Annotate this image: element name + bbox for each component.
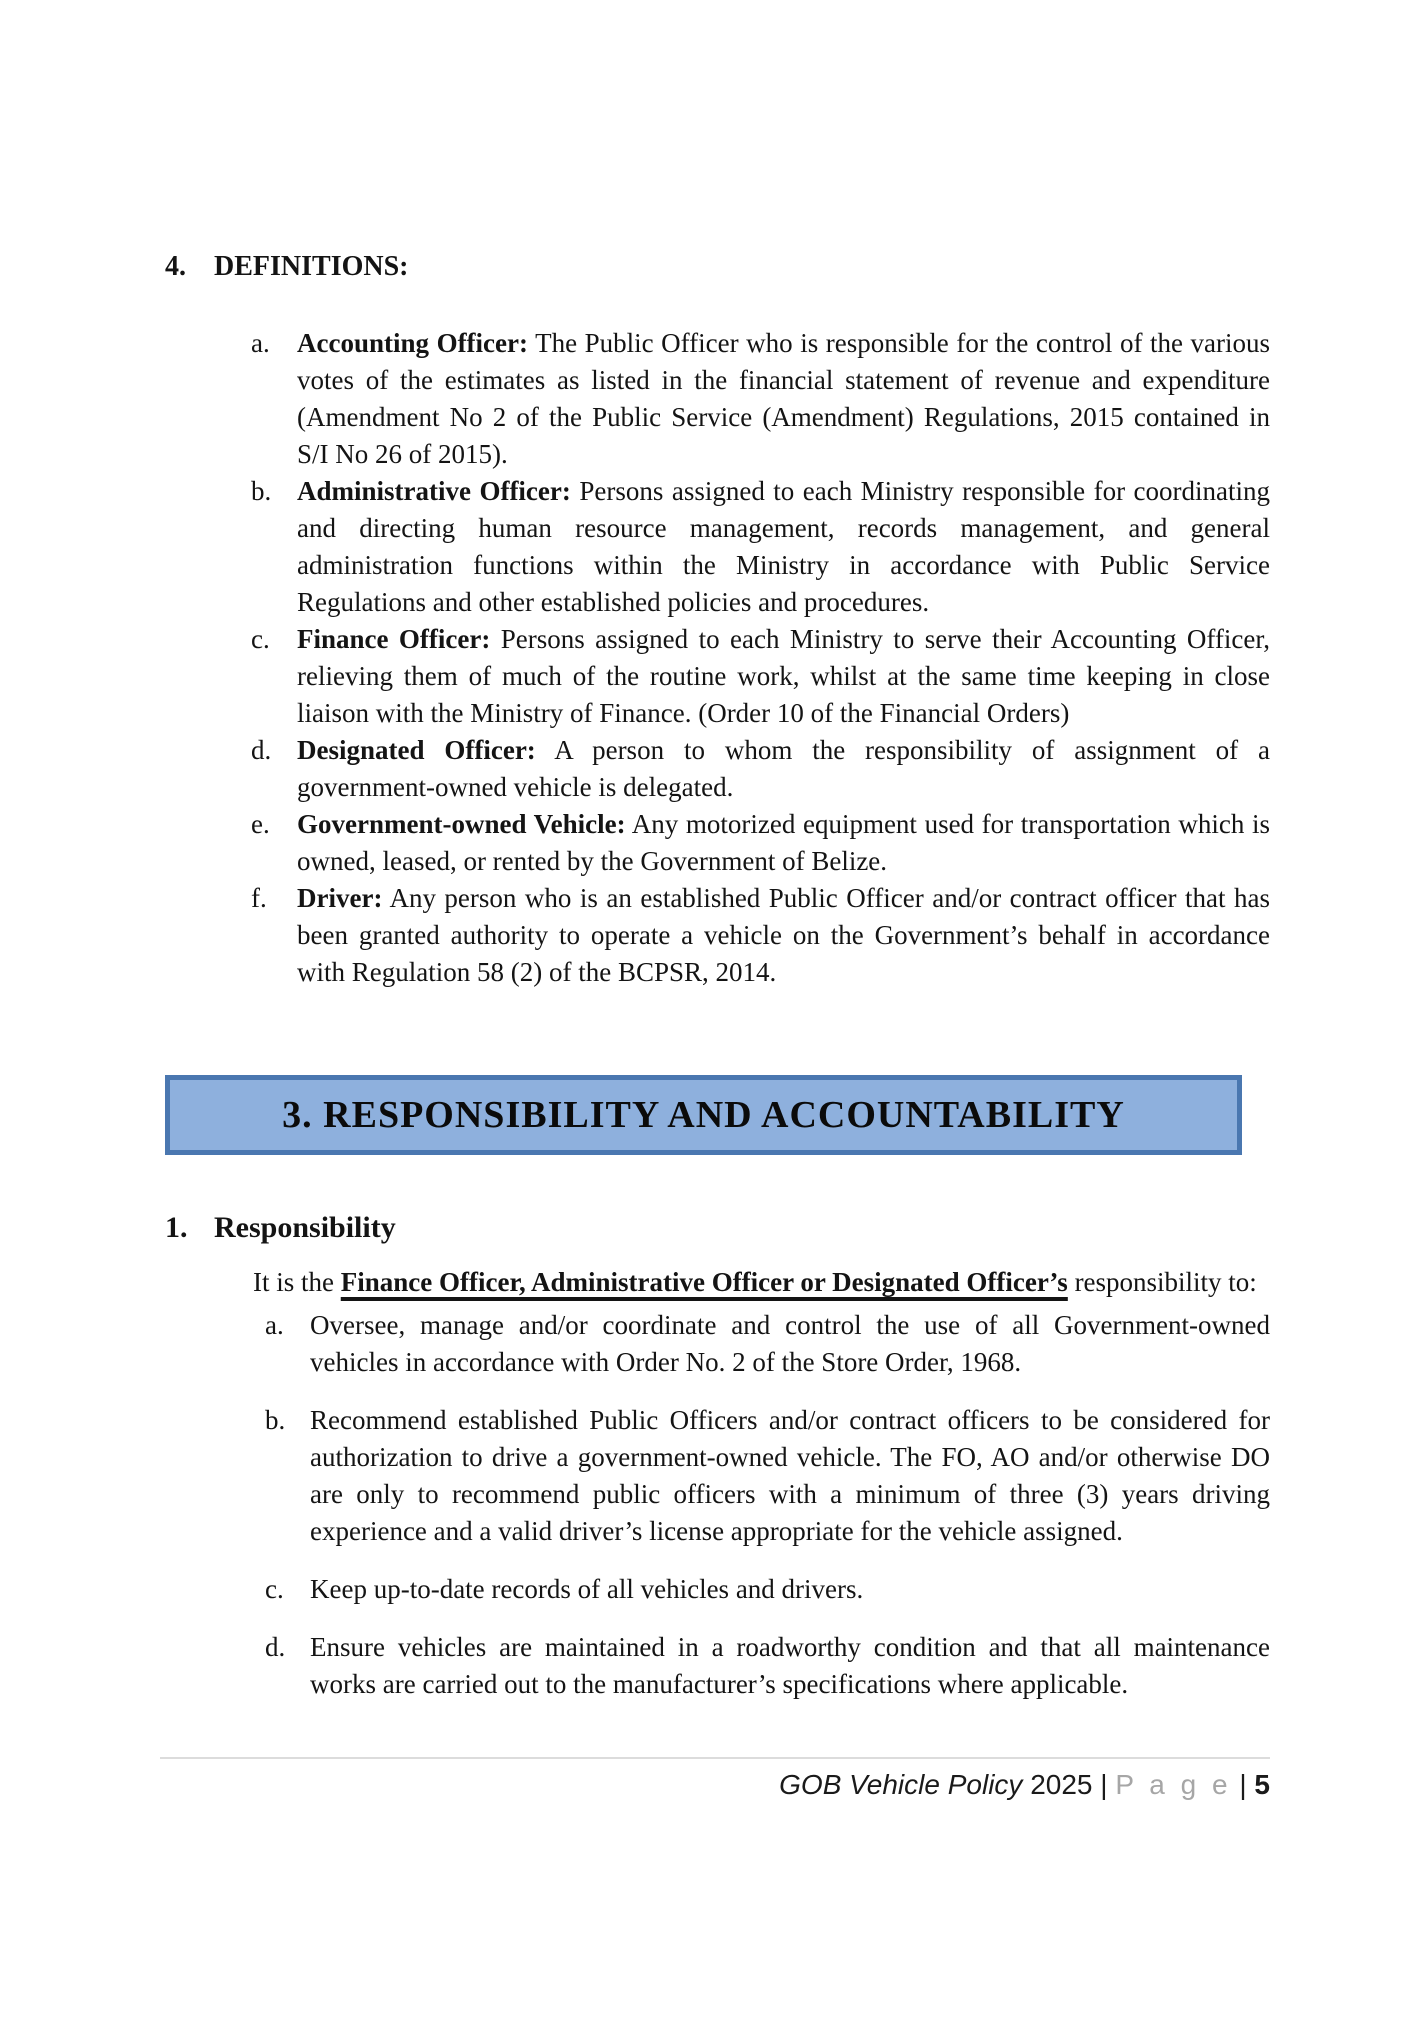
item-text: Oversee, manage and/or coordinate and control the use of all Government-owned vehicles in accordance with Order No. 2 of the Store Order, 1968. xyxy=(310,1310,1270,1377)
footer-separator: | xyxy=(1100,1769,1108,1800)
item-term: Government-owned Vehicle: xyxy=(297,809,626,839)
responsibility-item xyxy=(265,1307,1270,1381)
item-letter: c. xyxy=(251,624,270,654)
definition-item xyxy=(251,806,1271,880)
responsibility-item xyxy=(265,1629,1270,1703)
item-letter: d. xyxy=(251,735,272,765)
footer-page-word: P a g e xyxy=(1115,1769,1232,1800)
item-text: Persons assigned to each Ministry to serve their Accounting Officer, relieving them of much of the routine work, whilst at the same time keeping in close liaison with the Ministry of Finance. (Order 10 of the Financial Orders) xyxy=(297,624,1270,728)
definitions-heading-label: DEFINITIONS: xyxy=(214,251,409,282)
responsibility-intro xyxy=(253,1264,1270,1301)
section-banner xyxy=(165,1075,1242,1155)
item-letter: d. xyxy=(265,1632,286,1662)
responsibility-item xyxy=(265,1571,1270,1608)
definition-item xyxy=(251,880,1270,991)
responsibility-list xyxy=(165,1307,1270,1703)
footer-year: 2025 xyxy=(1030,1769,1093,1800)
item-text: Any person who is an established Public Officer and/or contract officer that has been granted authority to operate a vehicle on the Government’s behalf in accordance with Regulation 58 (2) of the BCPSR, 2014. xyxy=(297,883,1270,987)
item-term: Designated Officer: xyxy=(297,735,536,765)
responsibility-heading-number: 1. xyxy=(165,1211,188,1244)
responsibility-item xyxy=(265,1402,1270,1550)
item-text: Recommend established Public Officers and/or contract officers to be considered for authorization to drive a government-owned vehicle. The FO, AO and/or otherwise DO are only to recommend public officers with a minimum of three (3) years driving experience and a valid driver’s license appropriate for the vehicle assigned. xyxy=(310,1405,1270,1546)
footer-separator: | xyxy=(1239,1769,1247,1800)
footer-page-number: 5 xyxy=(1254,1769,1270,1800)
item-text: Keep up-to-date records of all vehicles and drivers. xyxy=(310,1574,864,1604)
item-term: Administrative Officer: xyxy=(297,476,571,506)
item-term: Accounting Officer: xyxy=(297,328,528,358)
intro-officers-phrase: Finance Officer, Administrative Officer or Designated Officer’s xyxy=(340,1267,1068,1297)
item-letter: b. xyxy=(265,1405,286,1435)
definition-item xyxy=(251,621,1270,732)
definition-item xyxy=(251,732,1270,806)
intro-prefix: It is the xyxy=(253,1267,334,1297)
item-term: Driver: xyxy=(297,883,383,913)
definition-item xyxy=(251,473,1270,621)
page-footer xyxy=(160,1757,1270,1801)
item-term: Finance Officer: xyxy=(297,624,491,654)
section-banner-title: 3. RESPONSIBILITY AND ACCOUNTABILITY xyxy=(282,1094,1125,1136)
item-text: Ensure vehicles are maintained in a roadworthy condition and that all maintenance works are carried out to the manufacturer’s specifications where applicable. xyxy=(310,1632,1270,1699)
definition-item xyxy=(251,325,1271,473)
intro-suffix: responsibility to: xyxy=(1074,1267,1257,1297)
definitions-heading-number: 4. xyxy=(165,251,186,282)
page-content xyxy=(165,248,1270,1703)
item-text: Persons assigned to each Ministry responsible for coordinating and directing human resource management, records management, and general administration functions within the Ministry in accordance with Public Service Regulations and other established policies and procedures. xyxy=(297,476,1270,617)
item-letter: a. xyxy=(251,328,270,358)
item-text: The Public Officer who is responsible for the control of the various votes of the estimates as listed in the financial statement of revenue and expenditure (Amendment No 2 of the Public Service (Amendment) Regulations, 2015 contained in S/I No 26 of 2015). xyxy=(297,328,1271,469)
item-letter: c. xyxy=(265,1574,284,1604)
item-letter: f. xyxy=(251,883,267,913)
item-letter: a. xyxy=(265,1310,284,1340)
definitions-heading xyxy=(165,248,1270,285)
item-letter: b. xyxy=(251,476,272,506)
item-letter: e. xyxy=(251,809,270,839)
item-text: Any motorized equipment used for transportation which is owned, leased, or rented by the Government of Belize. xyxy=(297,809,1271,876)
item-text: A person to whom the responsibility of assignment of a government-owned vehicle is delegated. xyxy=(297,735,1270,802)
responsibility-heading xyxy=(165,1205,1270,1250)
definitions-list xyxy=(165,325,1270,991)
footer-doc-title: GOB Vehicle Policy xyxy=(779,1769,1023,1800)
responsibility-heading-label: Responsibility xyxy=(214,1211,396,1244)
